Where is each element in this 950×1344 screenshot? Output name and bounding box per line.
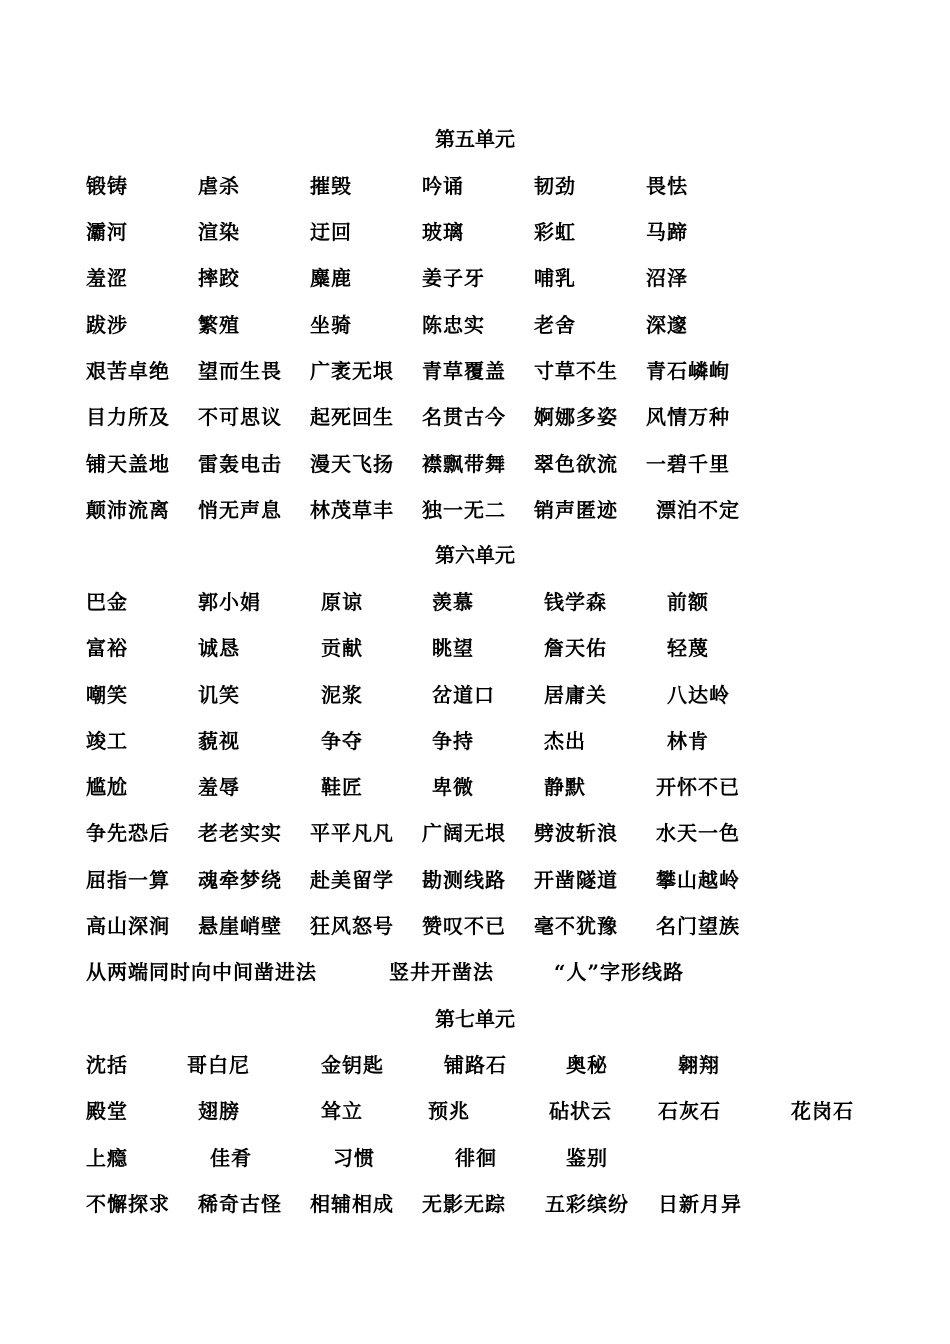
word: 鉴别 [566,1146,608,1170]
word: 艰苦卓绝 [86,359,170,383]
word: 悬崖峭壁 [198,914,282,938]
word-row [0,450,950,478]
word: 日新月异 [658,1192,742,1216]
word: 坐骑 [310,313,352,337]
word: 花岗石 [791,1099,854,1123]
word: 陈忠实 [422,313,485,337]
word: 锻铸 [86,174,128,198]
word: 轻蔑 [667,636,709,660]
word-row [0,357,950,385]
word: 羞辱 [198,775,240,799]
word: 玻璃 [422,220,464,244]
word-row [0,403,950,431]
word: 赴美留学 [310,868,394,892]
word-row [0,958,950,986]
word: 颠沛流离 [86,498,170,522]
word-row [0,1051,950,1079]
word: 名贯古今 [422,405,506,429]
word: 沼泽 [646,266,688,290]
word: 马蹄 [646,220,688,244]
word: 彩虹 [534,220,576,244]
word: 巴金 [86,590,128,614]
word: 婀娜多姿 [534,405,618,429]
word: 郭小娟 [198,590,261,614]
word: 诚恳 [198,636,240,660]
word: 渲染 [198,220,240,244]
word: 高山深涧 [86,914,170,938]
word: 佳肴 [210,1146,252,1170]
word: 稀奇古怪 [198,1192,282,1216]
word-row [0,588,950,616]
word: 殿堂 [86,1099,128,1123]
word: 贡献 [321,636,363,660]
word: 翠色欲流 [534,452,618,476]
word: 麋鹿 [310,266,352,290]
word-row [0,218,950,246]
word: 静默 [544,775,586,799]
word-row [0,773,950,801]
word: 金钥匙 [321,1053,384,1077]
word: 藐视 [198,729,240,753]
word: 原谅 [321,590,363,614]
word: 老舍 [534,313,576,337]
word: 望而生畏 [198,359,282,383]
word: 起死回生 [310,405,394,429]
word: 翅膀 [198,1099,240,1123]
word: 詹天佑 [544,636,607,660]
word: 争持 [432,729,474,753]
word: 勘测线路 [422,868,506,892]
word: 铺天盖地 [86,452,170,476]
word: 攀山越岭 [656,868,740,892]
word: 开凿隧道 [534,868,618,892]
word-row [0,311,950,339]
word: 习惯 [333,1146,375,1170]
word-row [0,634,950,662]
word: 耸立 [321,1099,363,1123]
word: 五彩缤纷 [545,1192,629,1216]
word: 寸草不生 [534,359,618,383]
word: 跋涉 [86,313,128,337]
word-row [0,866,950,894]
word: 广袤无垠 [310,359,394,383]
unit-title: 第七单元 [435,1007,515,1031]
word: 争夺 [321,729,363,753]
word-row [0,1097,950,1125]
word: 预兆 [428,1099,470,1123]
word-row [0,819,950,847]
word: 林茂草丰 [310,498,394,522]
word: 杰出 [544,729,586,753]
unit-title: 第五单元 [435,127,515,151]
word: 雷轰电击 [198,452,282,476]
word: 韧劲 [534,174,576,198]
word: 摧毁 [310,174,352,198]
word: 争先恐后 [86,821,170,845]
word: 名门望族 [656,914,740,938]
word: 无影无踪 [422,1192,506,1216]
word: 漂泊不定 [656,498,740,522]
word: 漫天飞扬 [310,452,394,476]
word: 羞涩 [86,266,128,290]
word: 奥秘 [566,1053,608,1077]
word: 赞叹不已 [422,914,506,938]
word: “人”字形线路 [554,960,685,984]
word-row [0,172,950,200]
word: 虐杀 [198,174,240,198]
word: 毫不犹豫 [534,914,618,938]
word: 哺乳 [534,266,576,290]
word: 居庸关 [544,683,607,707]
word: 摔跤 [198,266,240,290]
word: 竖井开凿法 [389,960,494,984]
word: 沈括 [86,1053,128,1077]
word: 水天一色 [656,821,740,845]
word: 眺望 [432,636,474,660]
word: 广阔无垠 [422,821,506,845]
word: 林肯 [667,729,709,753]
word: 一碧千里 [646,452,730,476]
word-row [0,496,950,524]
word: 风情万种 [646,405,730,429]
word: 不可思议 [198,405,282,429]
word: 卑微 [432,775,474,799]
word: 屈指一算 [86,868,170,892]
word: 青石嶙峋 [646,359,730,383]
word: 开怀不已 [656,775,740,799]
word: 青草覆盖 [422,359,506,383]
word: 不懈探求 [86,1192,170,1216]
word: 魂牵梦绕 [198,868,282,892]
word-row [0,912,950,940]
word: 哥白尼 [187,1053,250,1077]
word: 平平凡凡 [310,821,394,845]
word: 钱学森 [544,590,607,614]
word: 繁殖 [198,313,240,337]
word: 老老实实 [198,821,282,845]
word: 劈波斩浪 [534,821,618,845]
word: 鞋匠 [321,775,363,799]
word: 翱翔 [678,1053,720,1077]
word: 悄无声息 [198,498,282,522]
word: 从两端同时向中间凿进法 [86,960,317,984]
word: 独一无二 [422,498,506,522]
word-row [0,727,950,755]
word-row [0,1190,950,1218]
word: 吟诵 [422,174,464,198]
word: 砧状云 [549,1099,612,1123]
word: 前额 [667,590,709,614]
word: 石灰石 [658,1099,721,1123]
word: 上瘾 [86,1146,128,1170]
word: 岔道口 [432,683,495,707]
word: 襟飘带舞 [422,452,506,476]
word: 畏怯 [646,174,688,198]
word: 嘲笑 [86,683,128,707]
word: 泥浆 [321,683,363,707]
word: 尴尬 [86,775,128,799]
unit-title: 第六单元 [435,543,515,567]
word-row [0,1144,950,1172]
word: 深邃 [646,313,688,337]
word: 徘徊 [455,1146,497,1170]
word: 富裕 [86,636,128,660]
word-row [0,681,950,709]
word: 八达岭 [667,683,730,707]
word: 讥笑 [198,683,240,707]
word: 狂风怒号 [310,914,394,938]
word-row [0,264,950,292]
word: 竣工 [86,729,128,753]
word: 铺路石 [444,1053,507,1077]
word: 相辅相成 [310,1192,394,1216]
word: 灞河 [86,220,128,244]
word: 迂回 [310,220,352,244]
word: 销声匿迹 [534,498,618,522]
word: 目力所及 [86,405,170,429]
word: 羡慕 [432,590,474,614]
word: 姜子牙 [422,266,485,290]
